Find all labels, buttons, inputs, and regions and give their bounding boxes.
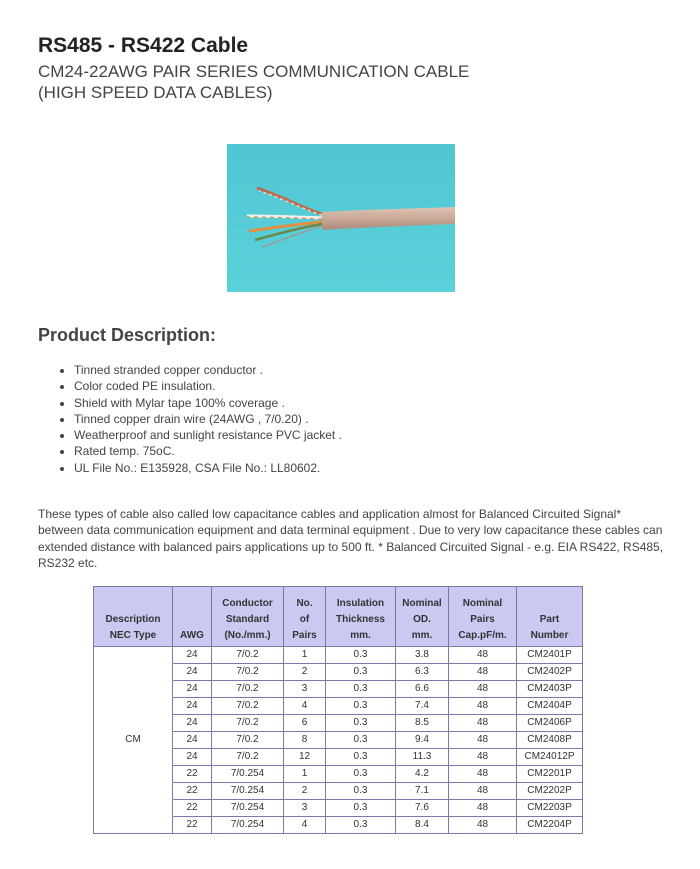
od-cell: 7.4: [396, 698, 449, 715]
pairs-cell: 12: [284, 749, 326, 766]
header-pairs: No. of Pairs: [284, 587, 326, 647]
capacitance-cell: 48: [449, 749, 517, 766]
od-cell: 8.5: [396, 715, 449, 732]
cable-illustration: [227, 144, 455, 292]
pairs-cell: 2: [284, 664, 326, 681]
insulation-cell: 0.3: [326, 698, 396, 715]
spec-table: [93, 586, 583, 834]
od-cell: 11.3: [396, 749, 449, 766]
part-number-cell: CM2401P: [517, 647, 583, 664]
part-number-cell: CM2406P: [517, 715, 583, 732]
part-number-cell: CM24012P: [517, 749, 583, 766]
page-title: RS485 - RS422 Cable: [38, 34, 249, 57]
header-awg: AWG: [173, 587, 212, 647]
pairs-cell: 6: [284, 715, 326, 732]
od-cell: 7.1: [396, 783, 449, 800]
pairs-cell: 3: [284, 800, 326, 817]
awg-cell: 24: [173, 715, 212, 732]
awg-cell: 24: [173, 647, 212, 664]
pairs-cell: 4: [284, 817, 326, 834]
insulation-cell: 0.3: [326, 817, 396, 834]
pairs-cell: 3: [284, 681, 326, 698]
awg-cell: 22: [173, 766, 212, 783]
feature-list: [56, 362, 342, 476]
list-item: • Rated temp. 75oC.: [74, 443, 342, 459]
list-item: • Color coded PE insulation.: [74, 378, 342, 394]
conductor-cell: 7/0.254: [212, 817, 284, 834]
awg-cell: 24: [173, 749, 212, 766]
awg-cell: 24: [173, 664, 212, 681]
conductor-cell: 7/0.2: [212, 664, 284, 681]
capacitance-cell: 48: [449, 664, 517, 681]
insulation-cell: 0.3: [326, 749, 396, 766]
list-item: • Shield with Mylar tape 100% coverage .: [74, 395, 342, 411]
list-item: • UL File No.: E135928, CSA File No.: LL80602.: [74, 460, 342, 476]
capacitance-cell: 48: [449, 698, 517, 715]
header-insulation: Insulation Thickness mm.: [326, 587, 396, 647]
insulation-cell: 0.3: [326, 647, 396, 664]
od-cell: 7.6: [396, 800, 449, 817]
pairs-cell: 2: [284, 783, 326, 800]
page-subtitle: [38, 61, 658, 103]
part-number-cell: CM2203P: [517, 800, 583, 817]
pairs-cell: 8: [284, 732, 326, 749]
conductor-cell: 7/0.2: [212, 681, 284, 698]
conductor-cell: 7/0.2: [212, 715, 284, 732]
header-od: Nominal OD. mm.: [396, 587, 449, 647]
subtitle-line-2: (HIGH SPEED DATA CABLES): [38, 83, 273, 102]
list-item: • Tinned copper drain wire (24AWG , 7/0.20) .: [74, 411, 342, 427]
capacitance-cell: 48: [449, 732, 517, 749]
part-number-cell: CM2204P: [517, 817, 583, 834]
table-header-row: [94, 587, 583, 647]
capacitance-cell: 48: [449, 647, 517, 664]
part-number-cell: CM2403P: [517, 681, 583, 698]
part-number-cell: CM2202P: [517, 783, 583, 800]
part-number-cell: CM2408P: [517, 732, 583, 749]
conductor-cell: 7/0.2: [212, 698, 284, 715]
list-item: • Tinned stranded copper conductor .: [74, 362, 342, 378]
cable-photo: [227, 144, 455, 292]
awg-cell: 22: [173, 817, 212, 834]
insulation-cell: 0.3: [326, 783, 396, 800]
conductor-cell: 7/0.254: [212, 783, 284, 800]
header-capacitance: Nominal Pairs Cap.pF/m.: [449, 587, 517, 647]
od-cell: 4.2: [396, 766, 449, 783]
description-paragraph: These types of cable also called low capacitance cables and application almost for Balanced Circuited Signal* between data communication equipment and data terminal equipment . Due to very low capacitance these cables can extended distance with balanced pairs applications up to 500 ft. * Balanced Circuited Signal - e.g. EIA RS422, RS485, RS232 etc.: [38, 507, 664, 571]
capacitance-cell: 48: [449, 800, 517, 817]
header-conductor: Conductor Standard (No./mm.): [212, 587, 284, 647]
awg-cell: 24: [173, 732, 212, 749]
capacitance-cell: 48: [449, 715, 517, 732]
section-title: Product Description:: [38, 325, 217, 345]
conductor-cell: 7/0.254: [212, 766, 284, 783]
subtitle-line-1: CM24-22AWG PAIR SERIES COMMUNICATION CABLE: [38, 62, 470, 81]
insulation-cell: 0.3: [326, 800, 396, 817]
nec-type-cell: CM: [94, 647, 173, 834]
pairs-cell: 1: [284, 766, 326, 783]
part-number-cell: CM2402P: [517, 664, 583, 681]
capacitance-cell: 48: [449, 681, 517, 698]
header-part-number: Part Number: [517, 587, 583, 647]
list-item: • Weatherproof and sunlight resistance PVC jacket .: [74, 427, 342, 443]
conductor-cell: 7/0.2: [212, 749, 284, 766]
insulation-cell: 0.3: [326, 732, 396, 749]
od-cell: 8.4: [396, 817, 449, 834]
od-cell: 3.8: [396, 647, 449, 664]
capacitance-cell: 48: [449, 817, 517, 834]
awg-cell: 22: [173, 800, 212, 817]
insulation-cell: 0.3: [326, 681, 396, 698]
conductor-cell: 7/0.2: [212, 732, 284, 749]
part-number-cell: CM2201P: [517, 766, 583, 783]
awg-cell: 24: [173, 698, 212, 715]
conductor-cell: 7/0.254: [212, 800, 284, 817]
insulation-cell: 0.3: [326, 664, 396, 681]
insulation-cell: 0.3: [326, 715, 396, 732]
od-cell: 6.6: [396, 681, 449, 698]
pairs-cell: 1: [284, 647, 326, 664]
awg-cell: 22: [173, 783, 212, 800]
od-cell: 6.3: [396, 664, 449, 681]
awg-cell: 24: [173, 681, 212, 698]
header-description: Description NEC Type: [94, 587, 173, 647]
part-number-cell: CM2404P: [517, 698, 583, 715]
capacitance-cell: 48: [449, 783, 517, 800]
capacitance-cell: 48: [449, 766, 517, 783]
table-row: [94, 647, 583, 664]
pairs-cell: 4: [284, 698, 326, 715]
conductor-cell: 7/0.2: [212, 647, 284, 664]
insulation-cell: 0.3: [326, 766, 396, 783]
od-cell: 9.4: [396, 732, 449, 749]
